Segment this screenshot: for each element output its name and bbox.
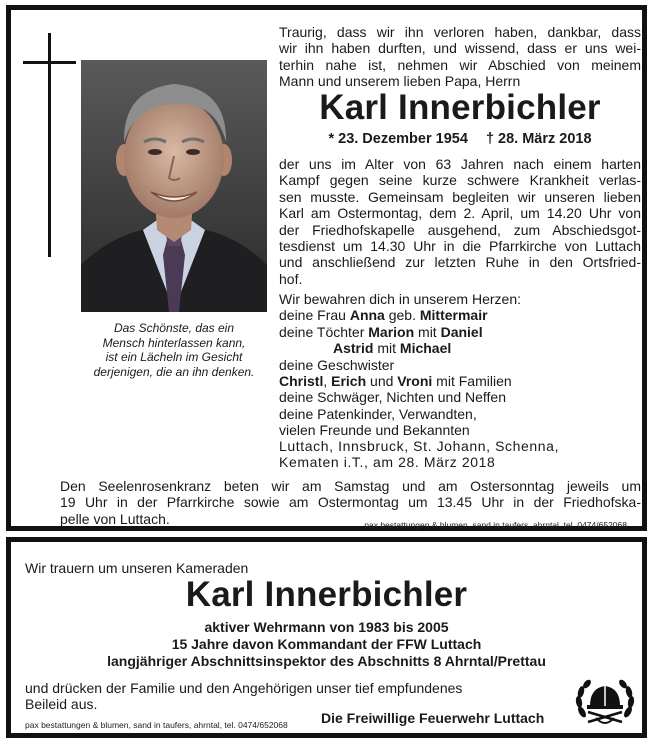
body-line: Kampf gegen seine kurze schwere Krankheit verlas- xyxy=(279,172,641,189)
places-line: Kematen i.T., am 28. März 2018 xyxy=(279,454,496,471)
condolence-line: Beileid aus. xyxy=(25,696,98,713)
partner-name: Daniel xyxy=(440,323,483,340)
wife-line xyxy=(279,307,641,323)
rosary-line: pelle von Luttach. xyxy=(60,510,170,527)
places-and-date xyxy=(279,438,641,471)
cross-icon-horizontal xyxy=(23,61,76,64)
daughter-name: Marion xyxy=(368,323,415,340)
funeral-home-footer: pax bestattungen & blumen, sand in taufers, ahrntal, tel. 0474/652068 xyxy=(364,520,627,530)
fire-brigade-emblem-icon xyxy=(574,674,636,730)
text: deine Töchter xyxy=(279,323,369,340)
body-line: und anschließend zur letzten Ruhe in den Ortsfried- xyxy=(279,254,641,271)
text: mit xyxy=(414,323,441,340)
life-dates xyxy=(279,131,641,147)
deceased-name: Karl Innerbichler xyxy=(185,575,468,614)
in-laws-line: deine Schwäger, Nichten und Neffen xyxy=(279,389,507,406)
caption-line: Das Schönste, das ein xyxy=(113,321,235,335)
intro-line: Traurig, dass wir ihn verloren haben, dankbar, dass xyxy=(279,24,641,40)
body-line: der Friedhofskapelle ausgehend, zum Abschiedsgot- xyxy=(279,221,641,238)
siblings-line xyxy=(279,373,641,389)
body-line: hof. xyxy=(279,270,303,287)
text: mit Familien xyxy=(432,373,512,390)
friends-line: vielen Freunde und Bekannten xyxy=(279,422,470,439)
death-date: † 28. März 2018 xyxy=(485,131,592,147)
role-line: langjähriger Abschnittsinspektor des Abschnitts 8 Ahrntal/Prettau xyxy=(107,653,546,670)
service-roles xyxy=(11,619,642,671)
text: deine Frau xyxy=(279,307,350,324)
siblings-label: deine Geschwister xyxy=(279,356,395,373)
places-line: Luttach, Innsbruck, St. Johann, Schenna, xyxy=(279,438,560,454)
text: und xyxy=(366,373,398,390)
funeral-text xyxy=(279,156,641,287)
body-line: der uns im Alter von 63 Jahren nach einem harten xyxy=(279,156,641,172)
role-line: 15 Jahre davon Kommandant der FFW Luttach xyxy=(171,636,482,653)
rosary-line: Den Seelenrosenkranz beten wir am Samstag und am Ostersonntag jeweils um xyxy=(60,478,641,494)
daughters-line xyxy=(279,324,641,340)
maiden-name: Mittermair xyxy=(419,307,488,324)
role-line: aktiver Wehrmann von 1983 bis 2005 xyxy=(204,619,449,635)
caption-line: ist ein Lächeln im Gesicht xyxy=(105,350,243,364)
intro-line: wir ihn haben durften, und wissend, dass er uns wei- xyxy=(279,40,641,57)
portrait-photo xyxy=(81,60,267,312)
family-list xyxy=(279,291,641,439)
caption-line: Mensch hinterlassen kann, xyxy=(102,335,246,350)
condolence-text xyxy=(25,680,505,713)
body-line: Karl am Ostermontag, dem 2. April, um 14.20 Uhr von xyxy=(279,205,641,222)
intro-line: terhin nahe ist, nehmen wir Abschied von meinem xyxy=(279,56,641,73)
godchildren-line: deine Patenkinder, Verwandten, xyxy=(279,405,477,422)
deceased-name: Karl Innerbichler xyxy=(319,88,601,127)
body-line: tesdienst um 14.30 Uhr in die Pfarrkirche von Luttach xyxy=(279,238,641,255)
rosary-line: 19 Uhr in der Pfarrkirche sowie am Ostermontag um 13.45 Uhr in der Friedhofska- xyxy=(60,494,641,511)
birth-date: * 23. Dezember 1954 xyxy=(328,131,468,147)
text: geb. xyxy=(384,307,420,324)
daughters-line-2 xyxy=(279,340,641,356)
text: , xyxy=(323,373,332,390)
sibling-name: Vroni xyxy=(397,373,433,390)
funeral-home-footer: pax bestattungen & blumen, sand in taufers, ahrntal, tel. 0474/652068 xyxy=(25,720,288,730)
sibling-name: Erich xyxy=(331,373,367,390)
body-line: sen musste. Gemeinsam begleiten wir unseren lieben xyxy=(279,188,641,205)
obituary-notice-fire-brigade xyxy=(6,537,647,738)
text: mit xyxy=(373,340,400,357)
condolence-line: und drücken der Familie und den Angehörigen unser tief empfundenes xyxy=(25,680,463,696)
wife-name: Anna xyxy=(349,307,385,324)
photo-caption xyxy=(81,321,267,379)
intro-text xyxy=(279,24,641,90)
brigade-intro: Wir trauern um unseren Kameraden xyxy=(25,560,249,576)
sibling-name: Christl xyxy=(279,373,324,390)
obituary-notice-family xyxy=(6,5,647,531)
cross-icon-vertical xyxy=(48,33,51,257)
caption-line: derjenigen, die an ihn denken. xyxy=(93,364,255,379)
heart-line: Wir bewahren dich in unserem Herzen: xyxy=(279,291,521,307)
intro-line: Mann und unserem lieben Papa, Herrn xyxy=(279,73,521,90)
brigade-signature: Die Freiwillige Feuerwehr Luttach xyxy=(321,710,545,726)
portrait-illustration xyxy=(81,60,267,312)
partner-name: Michael xyxy=(399,340,452,357)
daughter-name: Astrid xyxy=(333,340,374,357)
